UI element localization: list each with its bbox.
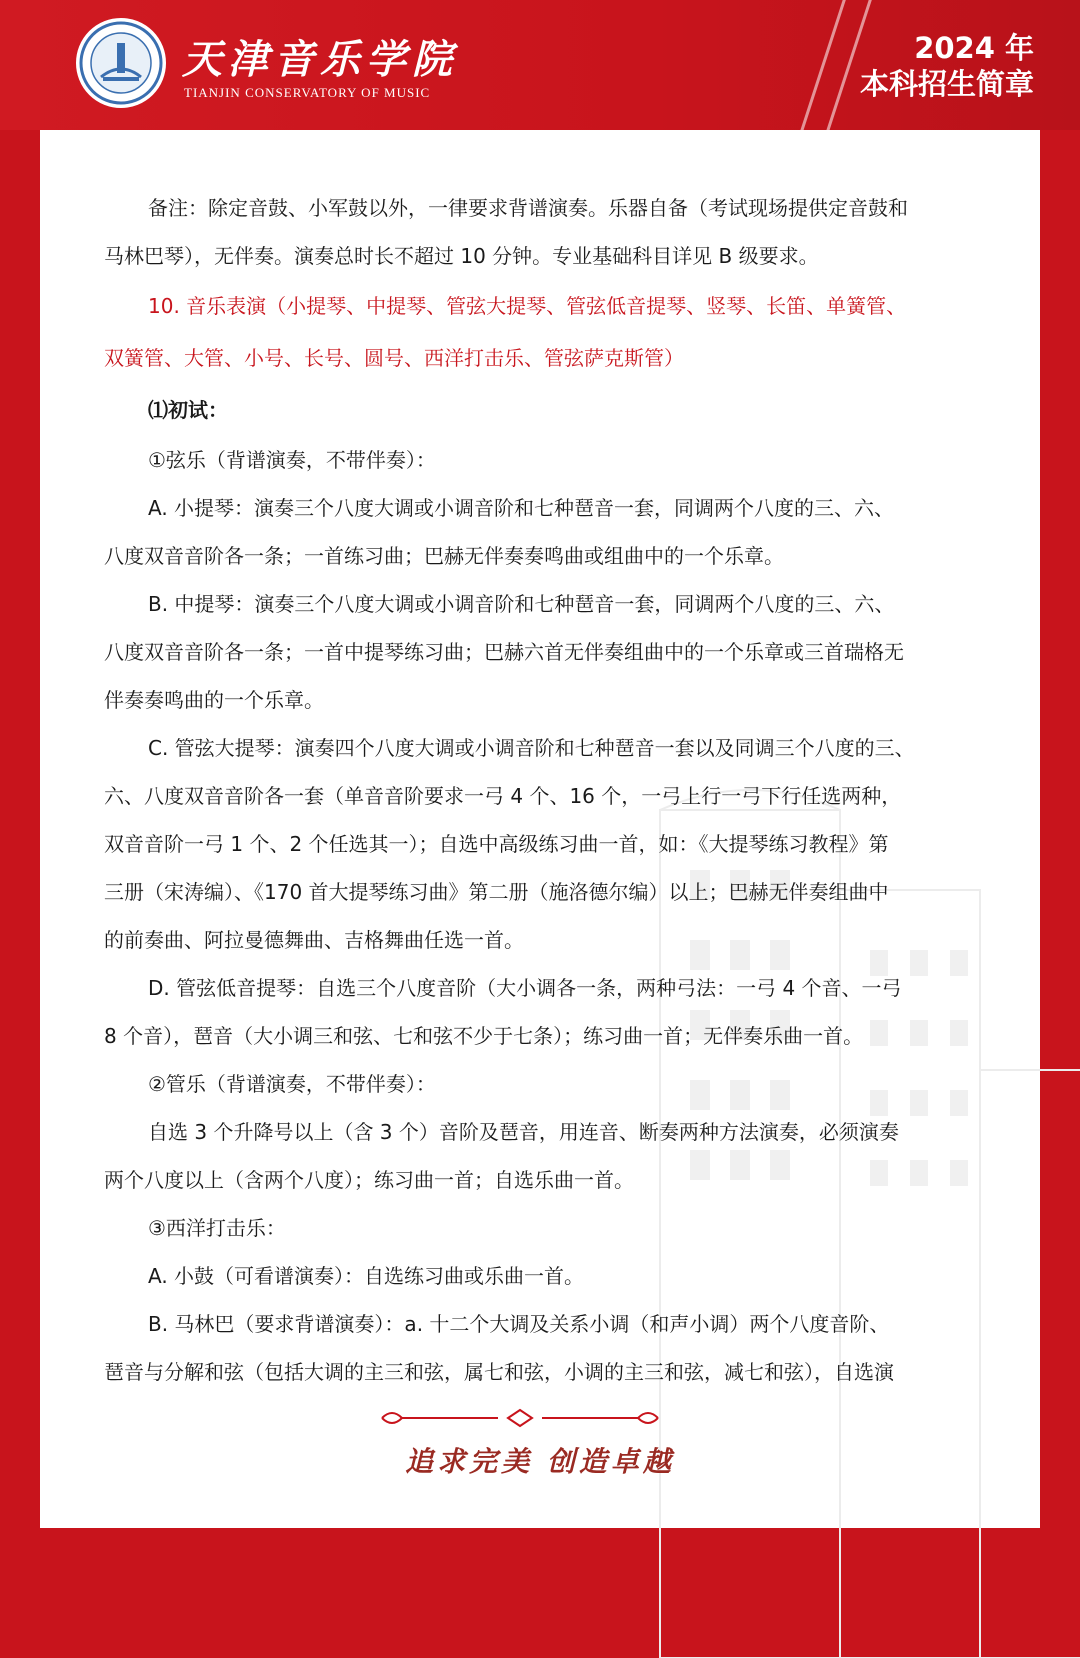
item-c-line: 三册（宋涛编）、《170 首大提琴练习曲》第二册（施洛德尔编）以上；巴赫无伴奏组曲中 [104, 880, 889, 904]
school-name-en: TIANJIN CONSERVATORY OF MUSIC [184, 85, 431, 100]
item-c-line: C. 管弦大提琴：演奏四个八度大调或小调音阶和七种琶音一套以及同调三个八度的三、 [148, 736, 915, 760]
year-label: 2024 年 [914, 31, 1034, 65]
percussion-b-line: B. 马林巴（要求背谱演奏）：a. 十二个大调及关系小调（和声小调）两个八度音阶、 [148, 1312, 890, 1336]
winds-line: 两个八度以上（含两个八度）；练习曲一首；自选乐曲一首。 [104, 1168, 634, 1192]
percussion-a-line: A. 小鼓（可看谱演奏）：自选练习曲或乐曲一首。 [148, 1264, 585, 1288]
footer-ornament [372, 1405, 668, 1431]
item-b-line: 八度双音音阶各一条；一首中提琴练习曲；巴赫六首无伴奏组曲中的一个乐章或三首瑞格无 [104, 640, 904, 664]
school-logo [76, 18, 166, 108]
item-a-line: 八度双音音阶各一条；一首练习曲；巴赫无伴奏奏鸣曲或组曲中的一个乐章。 [104, 544, 784, 568]
first-round-heading: ⑴初试： [148, 398, 228, 422]
section-heading-line: 双簧管、大管、小号、长号、圆号、西洋打击乐、管弦萨克斯管） [104, 346, 684, 370]
note-paragraph-line: 备注：除定音鼓、小军鼓以外，一律要求背谱演奏。乐器自备（考试现场提供定音鼓和 [148, 196, 908, 220]
item-d-line: D. 管弦低音提琴：自选三个八度音阶（大小调各一条，两种弓法：一弓 4 个音、一弓 [148, 976, 902, 1000]
school-name-cn: 天津音乐学院 [182, 36, 458, 83]
content-page [40, 130, 1040, 1528]
item-b-line: 伴奏奏鸣曲的一个乐章。 [104, 688, 324, 712]
item-c-line: 六、八度双音音阶各一套（单音音阶要求一弓 4 个、16 个，一弓上行一弓下行任选两种， [104, 784, 902, 808]
note-paragraph-line: 马林巴琴），无伴奏。演奏总时长不超过 10 分钟。专业基础科目详见 B 级要求。 [104, 244, 819, 268]
decor-stripe [792, 0, 850, 130]
item-c-line: 的前奏曲、阿拉曼德舞曲、吉格舞曲任选一首。 [104, 928, 524, 952]
percussion-heading: ③西洋打击乐： [148, 1216, 286, 1240]
percussion-b-line: 琶音与分解和弦（包括大调的主三和弦，属七和弦，小调的主三和弦，减七和弦），自选演 [104, 1360, 894, 1384]
footer-slogan: 追求完美 创造卓越 [405, 1445, 675, 1478]
strings-heading: ①弦乐（背谱演奏，不带伴奏）： [148, 448, 436, 472]
header-banner [0, 0, 1080, 130]
brochure-title: 本科招生简章 [859, 67, 1034, 101]
item-c-line: 双音音阶一弓 1 个、2 个任选其一）；自选中高级练习曲一首，如：《大提琴练习教程》第 [104, 832, 889, 856]
document-title [860, 30, 1034, 102]
item-d-line: 8 个音），琶音（大小调三和弦、七和弦不少于七条）；练习曲一首；无伴奏乐曲一首。 [104, 1024, 864, 1048]
winds-line: 自选 3 个升降号以上（含 3 个）音阶及琶音，用连音、断奏两种方法演奏，必须演奏 [148, 1120, 899, 1144]
winds-heading: ②管乐（背谱演奏，不带伴奏）： [148, 1072, 436, 1096]
document-body [104, 130, 994, 1396]
section-heading-line: 10. 音乐表演（小提琴、中提琴、管弦大提琴、管弦低音提琴、竖琴、长笛、单簧管、 [148, 294, 907, 318]
item-b-line: B. 中提琴：演奏三个八度大调或小调音阶和七种琶音一套，同调两个八度的三、六、 [148, 592, 895, 616]
item-a-line: A. 小提琴：演奏三个八度大调或小调音阶和七种琶音一套，同调两个八度的三、六、 [148, 496, 895, 520]
